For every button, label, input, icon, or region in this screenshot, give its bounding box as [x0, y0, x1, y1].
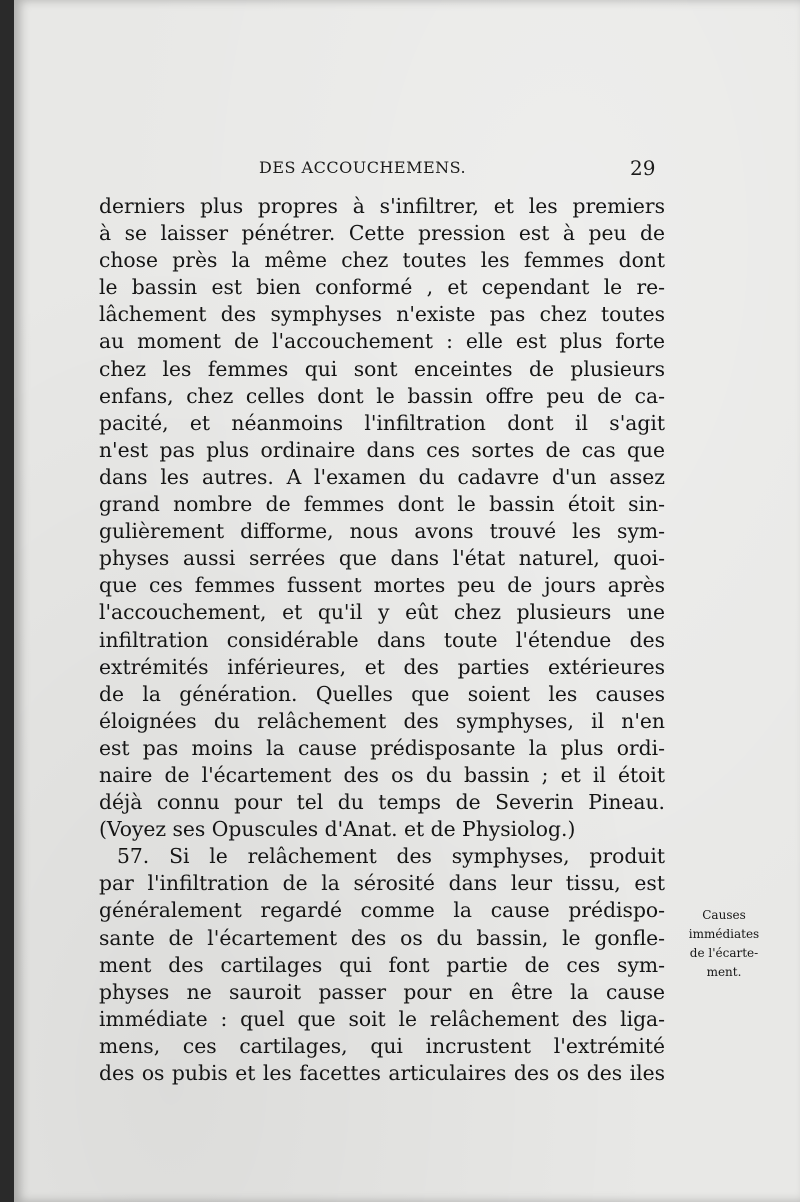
text-line: ment des cartilages qui font partie de ces sym-	[99, 952, 665, 977]
book-page	[14, 0, 800, 1202]
text-line: enfans, chez celles dont le bassin offre peu de ca-	[99, 383, 665, 408]
text-line: généralement regardé comme la cause prédispo-	[99, 898, 665, 923]
body-text	[99, 193, 665, 1087]
text-line: lâchement des symphyses n'existe pas chez toutes	[99, 302, 665, 327]
text-line: immédiate : quel que soit le relâchement des liga-	[99, 1006, 665, 1031]
page-number: 29	[630, 156, 656, 180]
text-line: physes aussi serrées que dans l'état naturel, quoi-	[99, 546, 665, 571]
text-line: éloignées du relâchement des symphyses, il n'en	[99, 708, 665, 733]
text-line: sante de l'écartement des os du bassin, le gonfle-	[99, 925, 665, 950]
margin-note	[676, 906, 772, 982]
text-line: par l'infiltration de la sérosité dans leur tissu, est	[99, 871, 665, 896]
text-line: n'est pas plus ordinaire dans ces sortes de cas que	[99, 437, 665, 462]
text-line: (Voyez ses Opuscules d'Anat. et de Physiolog.)	[99, 817, 576, 842]
text-line: au moment de l'accouchement : elle est plus forte	[99, 329, 665, 354]
text-line: est pas moins la cause prédisposante la plus ordi-	[99, 735, 665, 760]
paragraph-start-line: 57. Si le relâchement des symphyses, produit	[117, 844, 665, 869]
margin-note-line: ment.	[706, 965, 742, 979]
text-line: mens, ces cartilages, qui incrustent l'extrémité	[99, 1033, 665, 1058]
text-line: à se laisser pénétrer. Cette pression est à peu de	[99, 221, 665, 246]
text-line: derniers plus propres à s'infiltrer, et les premiers	[99, 194, 665, 218]
text-line: le bassin est bien conformé , et cependant le re-	[99, 275, 665, 300]
text-line: extrémités inférieures, et des parties extérieures	[99, 654, 665, 679]
text-line: déjà connu pour tel du temps de Severin Pineau.	[99, 790, 665, 815]
margin-note-line: de l'écarte-	[689, 946, 759, 960]
text-line: physes ne sauroit passer pour en être la cause	[99, 979, 665, 1004]
text-line: l'accouchement, et qu'il y eût chez plusieurs une	[99, 600, 665, 625]
text-line: chose près la même chez toutes les femmes dont	[99, 248, 665, 273]
text-line: des os pubis et les facettes articulaires des os des iles	[99, 1061, 665, 1085]
text-line: de la génération. Quelles que soient les causes	[99, 681, 665, 706]
text-line: dans les autres. A l'examen du cadavre d'un assez	[99, 464, 665, 489]
text-line: pacité, et néanmoins l'infiltration dont il s'agit	[99, 410, 665, 435]
margin-note-line: Causes	[702, 908, 746, 922]
text-line: que ces femmes fussent mortes peu de jours après	[99, 573, 665, 598]
text-line: infiltration considérable dans toute l'étendue des	[99, 627, 665, 652]
running-head: DES ACCOUCHEMENS.	[259, 158, 467, 177]
text-line: naire de l'écartement des os du bassin ; et il étoit	[99, 762, 665, 787]
text-line: chez les femmes qui sont enceintes de plusieurs	[99, 356, 665, 381]
text-line: grand nombre de femmes dont le bassin étoit sin-	[99, 492, 665, 517]
text-line: gulièrement difforme, nous avons trouvé les sym-	[99, 519, 665, 544]
margin-note-line: immédiates	[688, 927, 760, 941]
